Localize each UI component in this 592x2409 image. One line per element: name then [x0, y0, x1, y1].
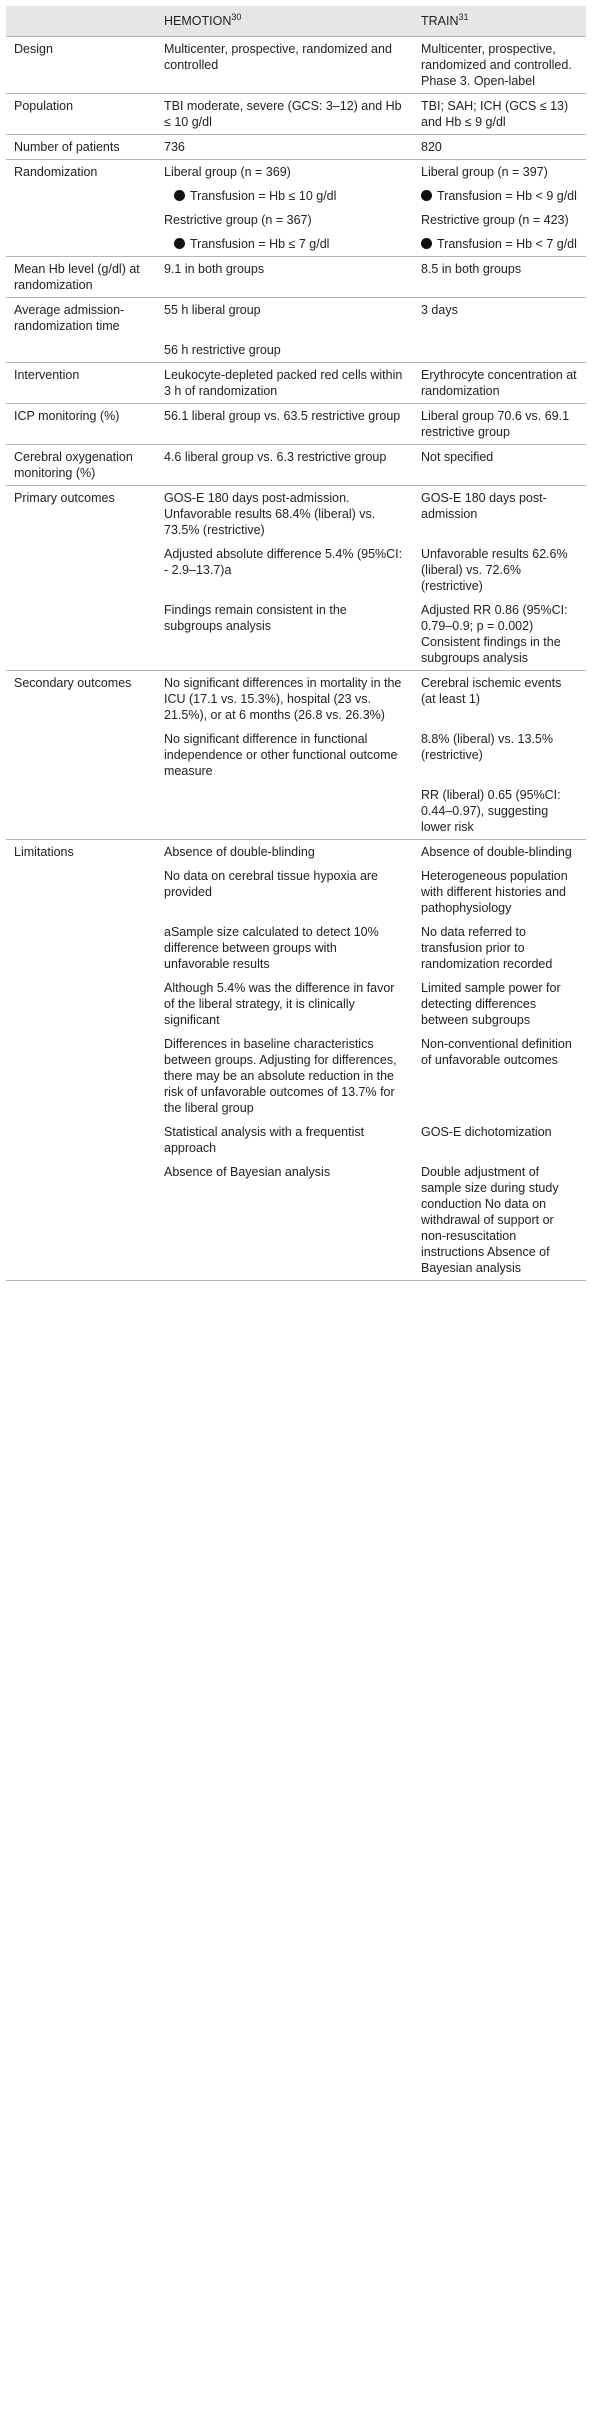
- header-empty-cell: [6, 6, 156, 37]
- table-row-primary-outcomes: [6, 486, 586, 543]
- cell-train: Double adjustment of sample size during study conduction No data on withdrawal of support or non-resuscitation instructions Absence of Bayesian analysis: [413, 1160, 586, 1281]
- cell-hemotion: Adjusted absolute difference 5.4% (95%CI: - 2.9–13.7)a: [164, 547, 403, 577]
- table-row-limitations-5: [6, 1032, 586, 1120]
- row-label: ICP monitoring (%): [6, 404, 156, 445]
- cell-train: Transfusion = Hb < 9 g/dl: [413, 184, 586, 208]
- cell-train: GOS-E dichotomization: [421, 1125, 552, 1139]
- row-label: Randomization: [6, 160, 156, 185]
- row-label: Average admission-randomization time: [6, 298, 156, 339]
- table-row-cerebral-oxygenation: [6, 445, 586, 486]
- cell-hemotion: GOS-E 180 days post-admission. Unfavorable results 68.4% (liberal) vs. 73.5% (restrictive): [156, 486, 413, 543]
- cell-hemotion: No data on cerebral tissue hypoxia are provided: [164, 869, 379, 899]
- cell-train: Absence of double-blinding: [413, 840, 586, 865]
- table-row-primary-outcomes-3: [6, 598, 586, 671]
- cell-hemotion: Statistical analysis with a frequentist approach: [164, 1125, 365, 1155]
- cell-hemotion: 56.1 liberal group vs. 63.5 restrictive group: [156, 404, 413, 445]
- table-row-population: [6, 94, 586, 135]
- bullet-icon: [421, 238, 432, 249]
- row-label: Primary outcomes: [6, 486, 156, 543]
- bullet-icon: [174, 238, 185, 249]
- table-row-limitations-4: [6, 976, 586, 1032]
- table-row-secondary-outcomes-2: [6, 727, 586, 783]
- table-row-mean-hb: [6, 257, 586, 298]
- cell-hemotion: Absence of Bayesian analysis: [156, 1160, 413, 1281]
- cell-train: RR (liberal) 0.65 (95%CI: 0.44–0.97), suggesting lower risk: [421, 788, 561, 834]
- cell-train: 8.5 in both groups: [413, 257, 586, 298]
- cell-train: Non-conventional definition of unfavorable outcomes: [421, 1037, 572, 1067]
- table-row-avg-time: [6, 298, 586, 339]
- row-label: Limitations: [6, 840, 156, 865]
- cell-train: Cerebral ischemic events (at least 1): [413, 671, 586, 728]
- cell-hemotion: Restrictive group (n = 367): [164, 213, 312, 227]
- cell-hemotion: Transfusion = Hb ≤ 10 g/dl: [156, 184, 413, 208]
- table-row-limitations-3: [6, 920, 586, 976]
- row-label: Design: [6, 37, 156, 94]
- cell-hemotion: Differences in baseline characteristics between groups. Adjusting for differences, there may be an absolute reduction in the risk of unfavorable outcomes of 13.7% for the liberal group: [164, 1037, 397, 1115]
- cell-train: Adjusted RR 0.86 (95%CI: 0.79–0.9; p = 0.002) Consistent findings in the subgroups analysis: [421, 603, 568, 665]
- cell-train: GOS-E 180 days post-admission: [413, 486, 586, 543]
- cell-train: 3 days: [413, 298, 586, 339]
- ref-31: 31: [458, 11, 469, 22]
- cell-hemotion: 736: [156, 135, 413, 160]
- ref-30: 30: [231, 11, 242, 22]
- cell-hemotion: TBI moderate, severe (GCS: 3–12) and Hb ≤ 10 g/dl: [156, 94, 413, 135]
- row-label: Cerebral oxygenation monitoring (%): [6, 445, 156, 486]
- comparison-table: [6, 6, 586, 1281]
- cell-hemotion: Absence of double-blinding: [156, 840, 413, 865]
- table-row-secondary-outcomes-3: [6, 783, 586, 840]
- table-row-limitations-7: [6, 1160, 586, 1281]
- table-row-randomization-bullet: [6, 232, 586, 257]
- cell-hemotion: 55 h liberal group: [156, 298, 413, 339]
- cell-hemotion: Findings remain consistent in the subgroups analysis: [164, 603, 347, 633]
- cell-hemotion: 56 h restrictive group: [164, 343, 281, 357]
- table-row-secondary-outcomes: [6, 671, 586, 728]
- header-train: TRAIN$^{31}$: [413, 6, 586, 37]
- table-header-row: [6, 6, 586, 37]
- table-row-limitations: [6, 840, 586, 865]
- row-label: Mean Hb level (g/dl) at randomization: [6, 257, 156, 298]
- cell-hemotion: Multicenter, prospective, randomized and controlled: [156, 37, 413, 94]
- cell-hemotion: Leukocyte-depleted packed red cells within 3 h of randomization: [156, 363, 413, 404]
- row-label: Number of patients: [6, 135, 156, 160]
- cell-hemotion: Although 5.4% was the difference in favor of the liberal strategy, it is clinically significant: [164, 981, 395, 1027]
- cell-hemotion: No significant differences in mortality in the ICU (17.1 vs. 15.3%), hospital (23 vs. 21.5%), or at 6 months (26.8 vs. 26.3%): [156, 671, 413, 728]
- row-label: Population: [6, 94, 156, 135]
- cell-hemotion: Liberal group (n = 369): [156, 160, 413, 185]
- row-label: Intervention: [6, 363, 156, 404]
- cell-train: 8.8% (liberal) vs. 13.5% (restrictive): [421, 732, 554, 762]
- cell-train: Multicenter, prospective, randomized and controlled. Phase 3. Open-label: [413, 37, 586, 94]
- bullet-icon: [174, 190, 185, 201]
- cell-hemotion: 4.6 liberal group vs. 6.3 restrictive group: [156, 445, 413, 486]
- cell-hemotion: 9.1 in both groups: [156, 257, 413, 298]
- table-row-randomization-restrictive: [6, 208, 586, 232]
- cell-train: Limited sample power for detecting differences between subgroups: [421, 981, 561, 1027]
- cell-train: Erythrocyte concentration at randomization: [413, 363, 586, 404]
- table-row-icp: [6, 404, 586, 445]
- cell-train: Restrictive group (n = 423): [421, 213, 569, 227]
- table-row-intervention: [6, 363, 586, 404]
- cell-train: TBI; SAH; ICH (GCS ≤ 13) and Hb ≤ 9 g/dl: [413, 94, 586, 135]
- table-row-primary-outcomes-2: [6, 542, 586, 598]
- table-row-limitations-2: [6, 864, 586, 920]
- cell-hemotion: No significant difference in functional independence or other functional outcome measure: [164, 732, 398, 778]
- cell-hemotion: Transfusion = Hb ≤ 7 g/dl: [156, 232, 413, 257]
- table-row-randomization: [6, 160, 586, 185]
- row-label: Secondary outcomes: [6, 671, 156, 728]
- table-row-randomization-bullet: [6, 184, 586, 208]
- cell-train: No data referred to transfusion prior to randomization recorded: [421, 925, 553, 971]
- cell-train: 820: [413, 135, 586, 160]
- table-row-design: [6, 37, 586, 94]
- cell-train: Liberal group (n = 397): [413, 160, 586, 185]
- cell-hemotion: aSample size calculated to detect 10% difference between groups with unfavorable results: [164, 925, 379, 971]
- cell-train: Unfavorable results 62.6% (liberal) vs. 72.6% (restrictive): [421, 547, 568, 593]
- table-row-limitations-6: [6, 1120, 586, 1160]
- table-row-patients: [6, 135, 586, 160]
- cell-train: Heterogeneous population with different histories and pathophysiology: [421, 869, 568, 915]
- cell-train: Transfusion = Hb < 7 g/dl: [413, 232, 586, 257]
- bullet-icon: [421, 190, 432, 201]
- cell-train: Liberal group 70.6 vs. 69.1 restrictive group: [413, 404, 586, 445]
- header-hemotion: HEMOTION$^{30}$: [156, 6, 413, 37]
- cell-train: Not specified: [413, 445, 586, 486]
- table-row-avg-time-2: [6, 338, 586, 363]
